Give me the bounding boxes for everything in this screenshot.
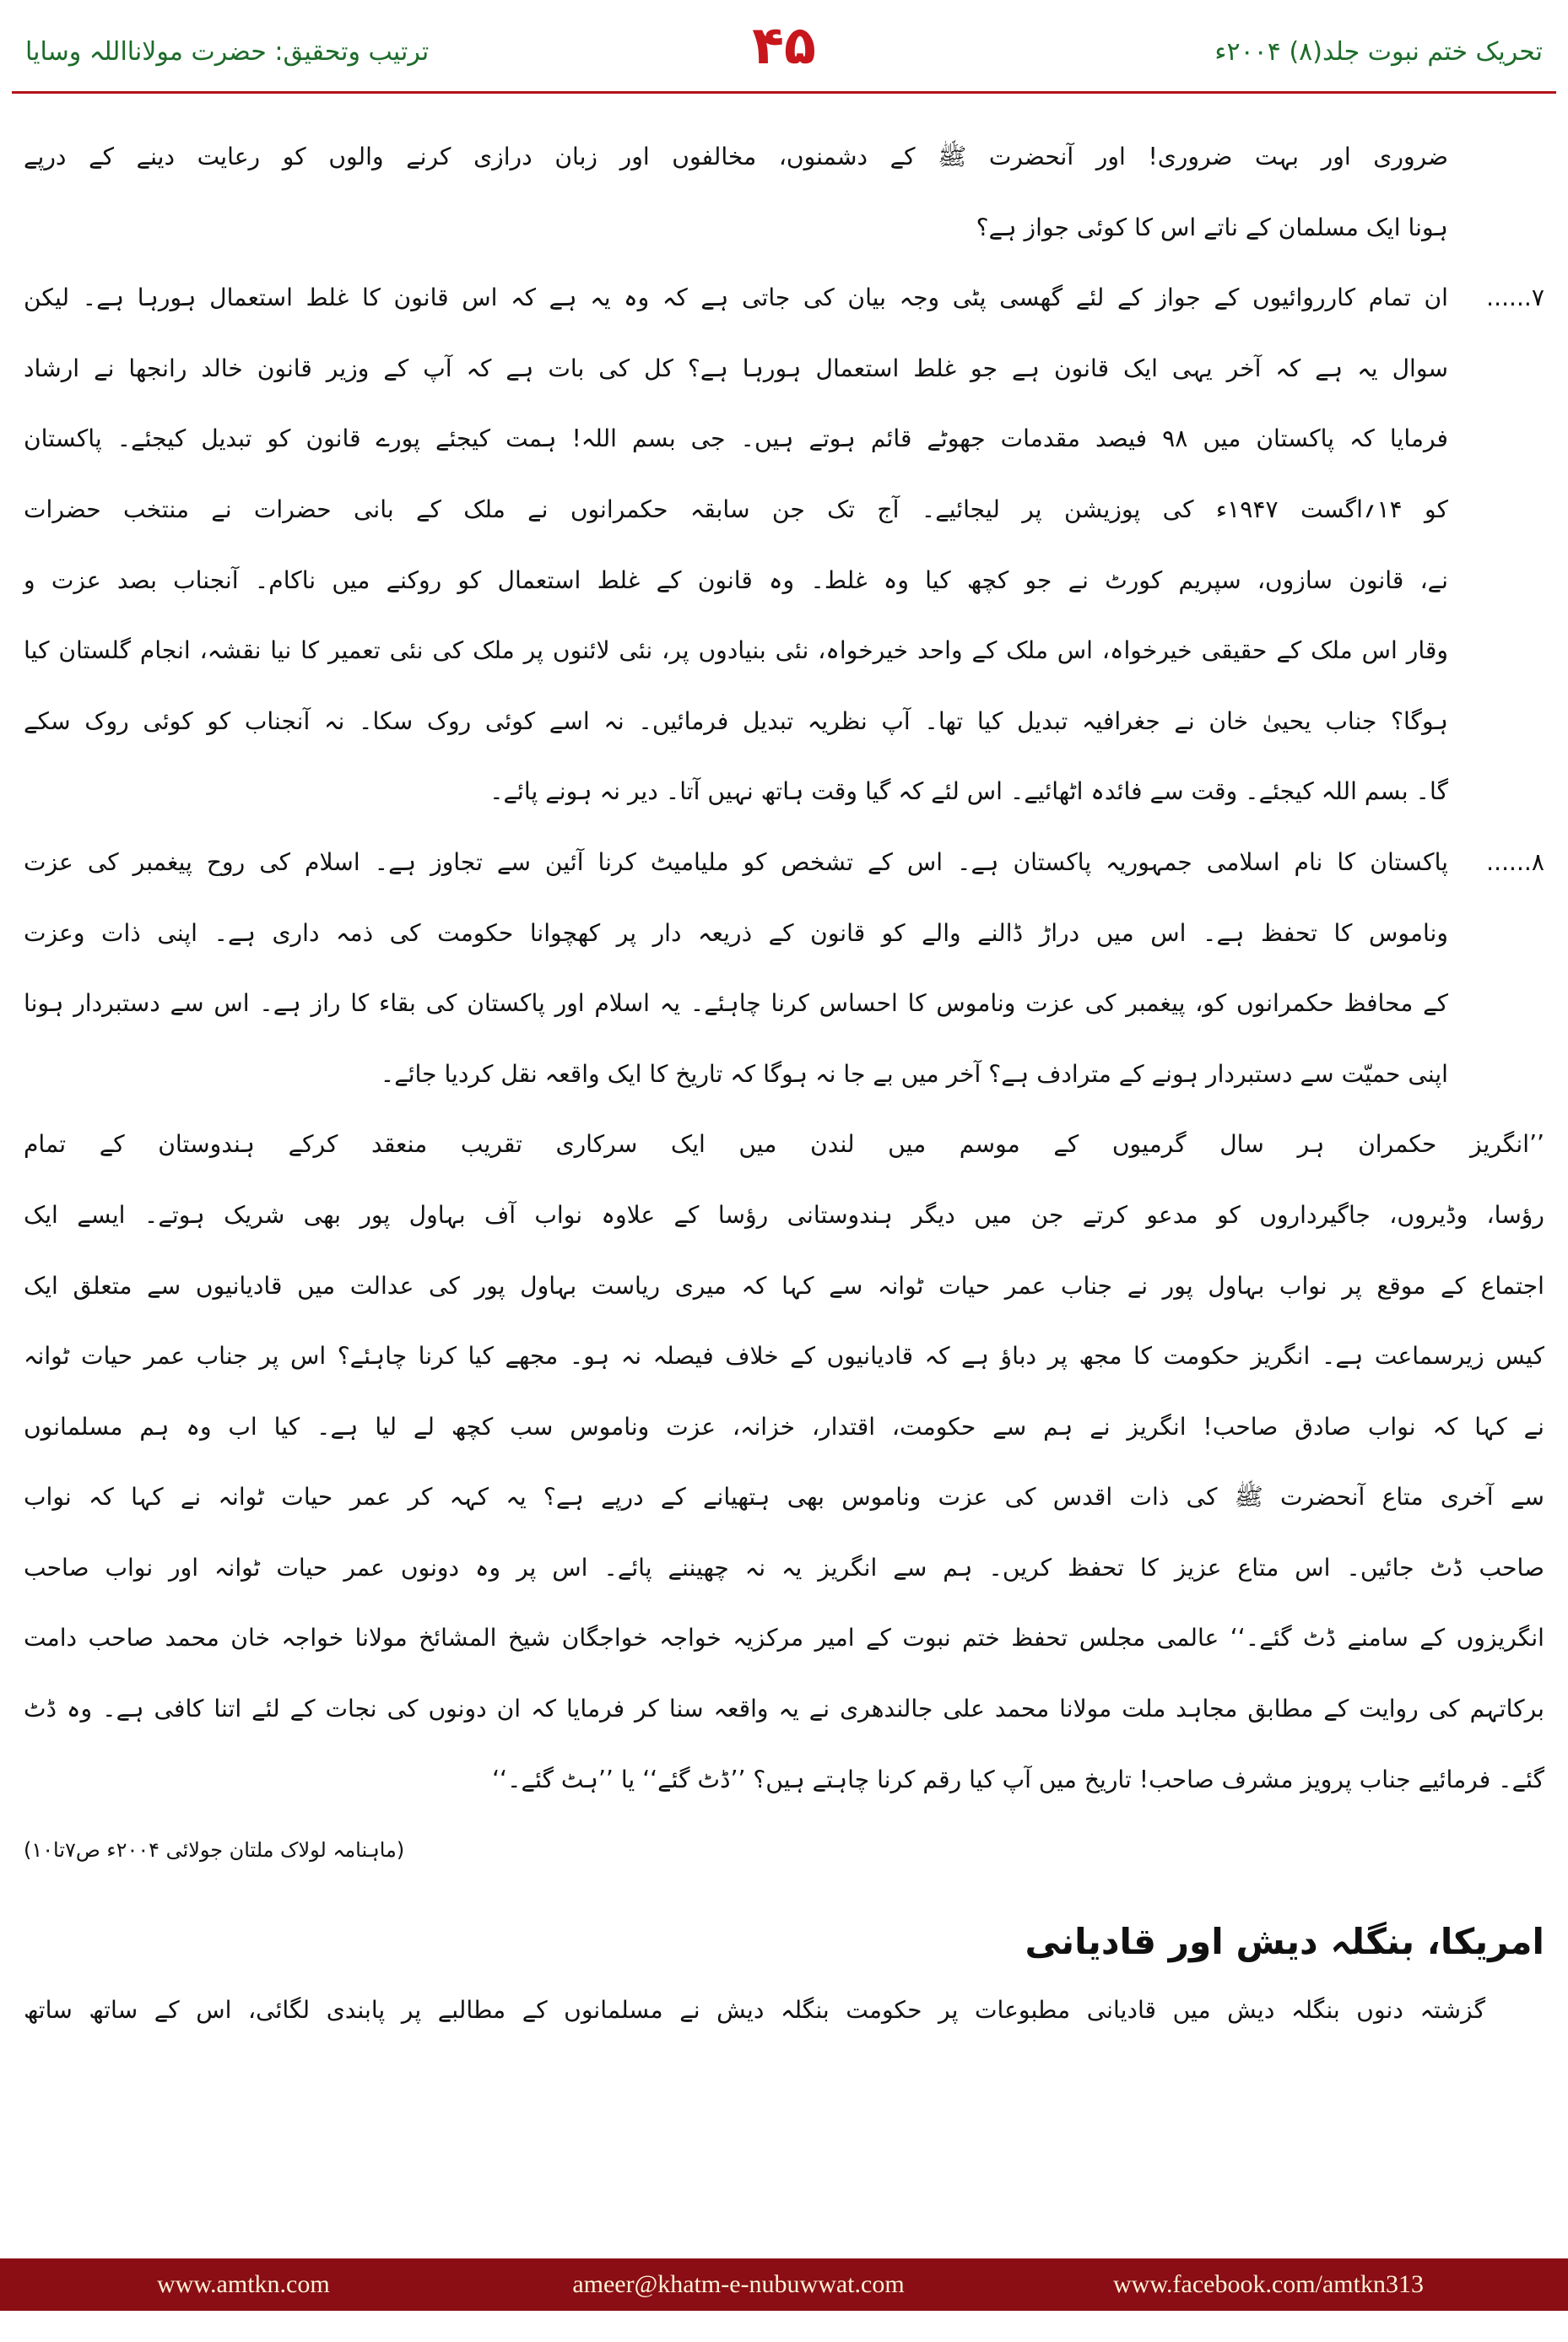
text-line (24, 1392, 1544, 1463)
line-text: برکاتہم کی روایت کے مطابق مجاہد ملت مولانا محمد علی جالندھری نے یہ واقعہ سنا کر فرمایا کہ ان دونوں کی نجات کے لئے اتنا کافی ہے۔ وہ ڈٹ (24, 1695, 1544, 1723)
list-item-8 (24, 827, 1544, 1109)
list-item-7 (24, 262, 1544, 827)
footer-email: ameer@khatm-e-nubuwwat.com (572, 2270, 905, 2298)
line-text: کو ۱۴؍اگست ۱۹۴۷ء کی پوزیشن پر لیجائیے۔ آج تک جن سابقہ حکمرانوں نے ملک کے بانی حضرات نے منتخب حضرات (24, 495, 1448, 523)
line-text: نے کہا کہ نواب صادق صاحب! انگریز نے ہم سے حکومت، اقتدار، خزانہ، عزت وناموس سب کچھ لے لیا ہے۔ کیا اب وہ ہم مسلمانوں (24, 1412, 1544, 1441)
item-text (24, 262, 1448, 827)
text-line (24, 686, 1448, 757)
line-text: فرمایا کہ پاکستان میں ۹۸ فیصد مقدمات جھوٹے قائم ہوتے ہیں۔ جی بسم اللہ! ہمت کیجئے پورے قانون کو تبدیل کیجئے۔ پاکستان (24, 425, 1448, 453)
line-text: کیس زیرسماعت ہے۔ انگریز حکومت کا مجھ پر دباؤ ہے کہ قادیانیوں کے خلاف فیصلہ نہ ہو۔ مجھے کیا کرنا چاہئے؟ اس پر جناب عمر حیات ٹوانہ (24, 1342, 1544, 1371)
line-text: سے آخری متاع آنحضرت ﷺ کی ذات اقدس کی عزت وناموس بھی ہتھیانے کے درپے ہے؟ یہ کہہ کر عمر حیات ٹوانہ نے کہا کہ نواب (24, 1483, 1544, 1512)
item-marker: ۸...... (1486, 847, 1544, 876)
text-line (24, 1321, 1544, 1392)
text-line (24, 192, 1448, 263)
text-line (24, 1109, 1544, 1180)
text-line (24, 1039, 1448, 1110)
text-line (24, 122, 1448, 192)
footer-website: www.amtkn.com (157, 2270, 330, 2298)
text-line (24, 474, 1448, 545)
line-text: وقار اس ملک کے حقیقی خیرخواہ، اس ملک کے واحد خیرخواہ، نئی بنیادوں پر، نئی لائنوں پر ملک کی نئی تعمیر کا نیا نقشہ، انجام گلستان کیا (24, 636, 1448, 665)
line-text: وناموس کا تحفظ ہے۔ اس میں دراڑ ڈالنے والے کو قانون کے ذریعہ دار پر کھچوانا حکومت کی ذمہ داری ہے۔ اپنی ذات وعزت (24, 918, 1448, 947)
item-marker: ۷...... (1486, 284, 1544, 312)
text-line (24, 827, 1448, 898)
item-text (24, 827, 1448, 1109)
text-line (24, 968, 1448, 1039)
line-text: اجتماع کے موقع پر نواب بہاول پور نے جناب عمر حیات ٹوانہ سے کہا کہ میری ریاست بہاول پور کی عدالت میں قادیانیوں سے متعلق ایک (24, 1271, 1544, 1300)
line-text: گئے۔ فرمائیے جناب پرویز مشرف صاحب! تاریخ میں آپ کیا رقم کرنا چاہتے ہیں؟ ’’ڈٹ گئے‘‘ یا ’’ہٹ گئے۔‘‘ (492, 1765, 1544, 1793)
line-text: ان تمام کارروائیوں کے جواز کے لئے گھسی پٹی وجہ بیان کی جاتی ہے کہ وہ یہ ہے کہ اس قانون کا غلط استعمال ہورہا ہے۔ لیکن (24, 284, 1448, 312)
line-text: ’’انگریز حکمران ہر سال گرمیوں کے موسم میں لندن میں ایک سرکاری تقریب منعقد کرکے ہندوستان کے تمام (24, 1130, 1544, 1159)
line-text: اپنی حمیّت سے دستبردار ہونے کے مترادف ہے؟ آخر میں بے جا نہ ہوگا کہ تاریخ کا ایک واقعہ نقل کردیا جائے۔ (380, 1059, 1448, 1088)
text-line (24, 1977, 1485, 2044)
page-footer (0, 2258, 1568, 2311)
body-text (24, 122, 1544, 1815)
line-text: نے، قانون سازوں، سپریم کورٹ نے جو کچھ کیا وہ غلط۔ وہ قانون کے غلط استعمال کو روکنے میں ناکام۔ آنجناب بصد عزت و (24, 565, 1448, 594)
line-text: پاکستان کا نام اسلامی جمہوریہ پاکستان ہے۔ اس کے تشخص کو ملیامیٹ کرنا آئین سے تجاوز ہے۔ اسلام کی روح پیغمبر کی عزت (24, 847, 1448, 876)
continued-paragraph (24, 122, 1448, 262)
page-header (0, 0, 1568, 91)
section-paragraph (24, 1977, 1485, 2044)
text-line (24, 333, 1448, 404)
line-text: ضروری اور بہت ضروری! اور آنحضرت ﷺ کے دشمنوں، مخالفوں اور زبان درازی کرنے والوں کو رعایت دینے کے درپے (24, 143, 1448, 170)
text-line (24, 262, 1448, 333)
text-line (24, 756, 1448, 827)
line-text: ہونا ایک مسلمان کے ناتے اس کا کوئی جواز ہے؟ (976, 213, 1448, 241)
text-line (24, 403, 1448, 474)
text-line (24, 898, 1448, 969)
text-line (24, 1180, 1544, 1251)
book-title: تحریک ختم نبوت جلد(۸) ۲۰۰۴ء (1214, 37, 1543, 67)
compiler-credit: ترتیب وتحقیق: حضرت مولانااللہ وسایا (25, 37, 430, 67)
line-text: گزشتہ دنوں بنگلہ دیش میں قادیانی مطبوعات پر حکومت بنگلہ دیش نے مسلمانوں کے مطالبے پر پابندی لگائی، اس کے ساتھ ساتھ (24, 1996, 1485, 2024)
line-text: سوال یہ ہے کہ آخر یہی ایک قانون ہے جو غلط استعمال ہورہا ہے؟ کل کی بات ہے کہ آپ کے وزیر قانون خالد رانجھا نے ارشاد (24, 354, 1448, 382)
page-number: ۴۵ (752, 14, 816, 76)
text-line (24, 615, 1448, 686)
header-divider (12, 91, 1556, 94)
line-text: گا۔ بسم اللہ کیجئے۔ وقت سے فائدہ اٹھائیے۔ اس لئے کہ گیا وقت ہاتھ نہیں آتا۔ دیر نہ ہونے پائے۔ (489, 777, 1448, 806)
text-line (24, 1744, 1544, 1815)
line-text: ہوگا؟ جناب یحییٰ خان نے جغرافیہ تبدیل کیا تھا۔ آپ نظریہ تبدیل فرمائیں۔ نہ اسے کوئی روک سکا۔ نہ آنجناب کو کوئی روک سکے (24, 706, 1448, 735)
source-citation: (ماہنامہ لولاک ملتان جولائی ۲۰۰۴ء ص۷تا۱۰) (24, 1838, 405, 1862)
text-line (24, 1533, 1544, 1604)
line-text: کے محافظ حکمرانوں کو، پیغمبر کی عزت وناموس کا احساس کرنا چاہئے۔ یہ اسلام اور پاکستان کی بقاء کا راز ہے۔ اس سے دستبردار ہونا (24, 989, 1448, 1018)
text-line (24, 1462, 1544, 1533)
line-text: صاحب ڈٹ جائیں۔ اس متاع عزیز کا تحفظ کریں۔ ہم سے انگریز یہ نہ چھیننے پائے۔ اس پر وہ دونوں عمر حیات ٹوانہ اور نواب صاحب (24, 1553, 1544, 1582)
section-heading: امریکا، بنگلہ دیش اور قادیانی (1025, 1921, 1544, 1962)
text-line (24, 1251, 1544, 1322)
text-line (24, 1603, 1544, 1674)
text-line (24, 1674, 1544, 1744)
quoted-anecdote (24, 1109, 1544, 1815)
line-text: انگریزوں کے سامنے ڈٹ گئے۔‘‘ عالمی مجلس تحفظ ختم نبوت کے امیر مرکزیہ خواجہ خواجگان شیخ المشائخ مولانا خواجہ خان محمد صاحب دامت (24, 1624, 1544, 1652)
text-line (24, 545, 1448, 616)
line-text: رؤسا، وڈیروں، جاگیرداروں کو مدعو کرتے جن میں دیگر ہندوستانی رؤسا کے علاوہ نواب آف بہاول پور بھی شریک ہوتے۔ ایسے ایک (24, 1200, 1544, 1229)
footer-facebook: www.facebook.com/amtkn313 (1113, 2270, 1424, 2298)
